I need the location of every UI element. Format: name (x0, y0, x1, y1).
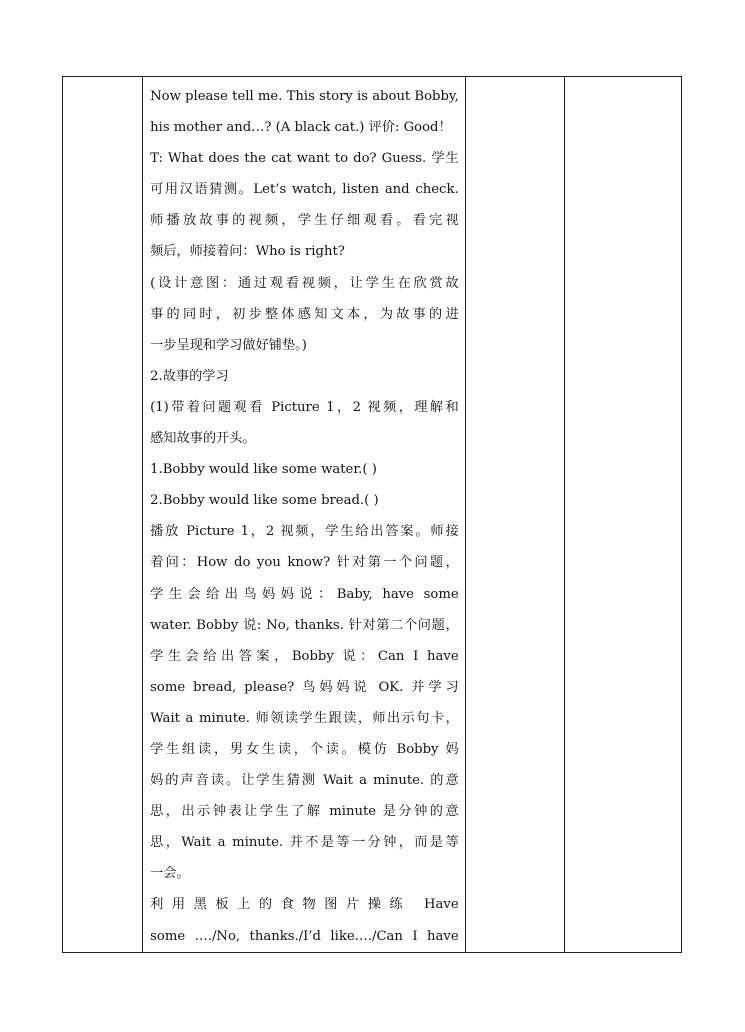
text-line: 可用汉语猜测。Let’s watch, listen and check. (150, 182, 459, 198)
text-line: 事的同时，初步整体感知文本，为故事的进 (150, 306, 459, 322)
teaching-process-cell (143, 77, 466, 953)
text-line: 利用黑板上的食物图片操练 Have (150, 897, 459, 913)
text-line: some …./No, thanks./I’d like…./Can I have (150, 928, 459, 944)
text-line: 妈的声音读。让学生猜测 Wait a minute. 的意 (150, 773, 459, 789)
text-line: 播放 Picture 1，2 视频，学生给出答案。师接 (150, 524, 459, 540)
text-line: (设计意图：通过观看视频，让学生在欣赏故 (150, 275, 459, 291)
teaching-process-text (150, 81, 459, 952)
student-activity-cell (465, 77, 564, 953)
text-line: 思，出示钟表让学生了解 minute 是分钟的意 (150, 804, 459, 820)
text-line: 一步呈现和学习做好铺垫。) (150, 337, 307, 353)
design-notes-cell (564, 77, 681, 953)
table-row (63, 77, 682, 953)
stage-cell (63, 77, 143, 953)
text-line: 2.Bobby would like some bread.( ) (150, 493, 379, 509)
text-line: 一会。 (150, 866, 190, 882)
text-line: 着问：How do you know? 针对第一个问题， (150, 555, 459, 571)
text-line: 师播放故事的视频，学生仔细观看。看完视 (150, 213, 459, 229)
text-line: 学生会给出鸟妈妈说：Baby, have some (150, 586, 459, 602)
lesson-plan-table (62, 76, 682, 953)
text-line: 1.Bobby would like some water.( ) (150, 462, 377, 478)
text-line: some bread, please? 鸟妈妈说 OK. 并学习 (150, 679, 459, 695)
text-line: 频后，师接着问：Who is right? (150, 244, 345, 260)
text-line: 感知故事的开头。 (150, 431, 256, 447)
text-line: T: What does the cat want to do? Guess. 学生 (150, 151, 459, 167)
text-line: 学生组读，男女生读，个读。模仿 Bobby 妈 (150, 741, 459, 757)
text-line: 思，Wait a minute. 并不是等一分钟，而是等 (150, 835, 459, 851)
text-line: 学生会给出答案，Bobby 说：Can I have (150, 648, 459, 664)
text-line: (1)带着问题观看 Picture 1，2 视频，理解和 (150, 399, 459, 415)
text-line: Now please tell me. This story is about Bobby, (150, 89, 459, 104)
text-line: water. Bobby 说: No, thanks. 针对第二个问题， (150, 617, 459, 633)
text-line: 2.故事的学习 (150, 368, 229, 384)
text-line: his mother and…? (A black cat.) 评价: Good！ (150, 120, 452, 136)
text-line: Wait a minute. 师领读学生跟读，师出示句卡， (150, 710, 459, 726)
